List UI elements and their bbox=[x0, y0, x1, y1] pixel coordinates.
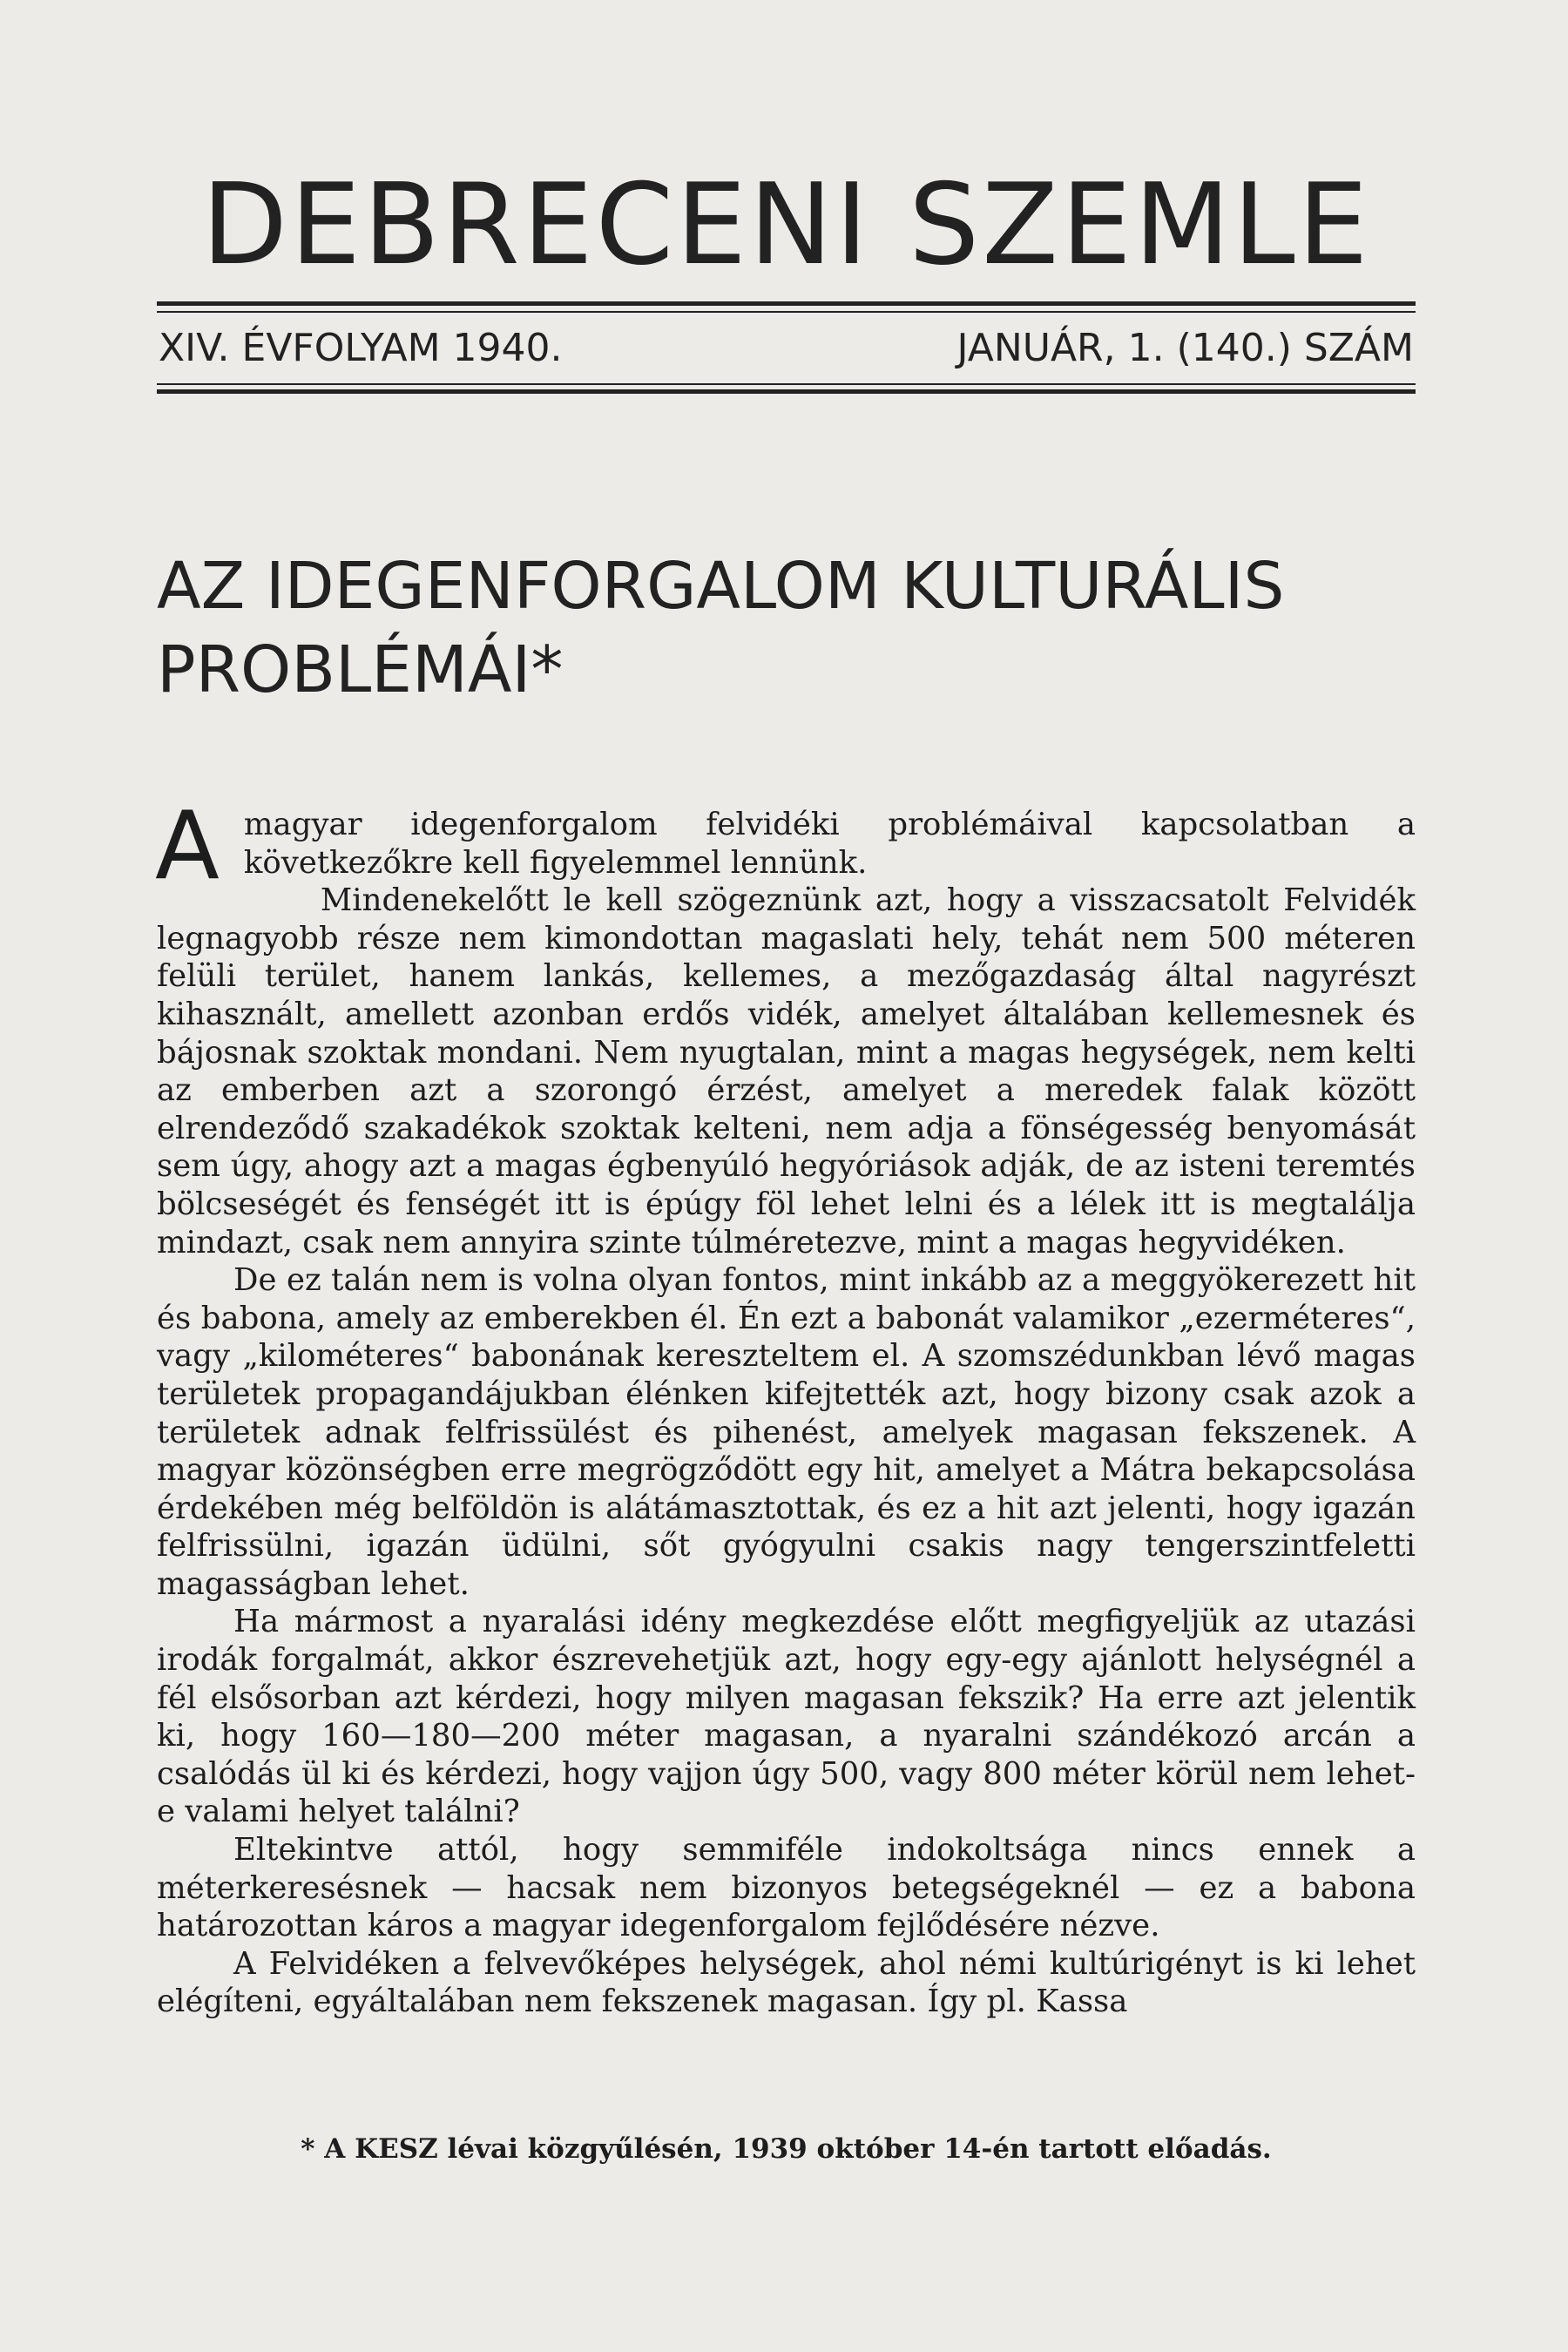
masthead-rule-bottom-thin bbox=[157, 383, 1416, 385]
footnote: * A KESZ lévai közgyűlésén, 1939 október 14-én tartott előadás. bbox=[301, 2133, 1272, 2165]
paragraph: Ha mármost a nyaralási idény megkezdése előtt megfigyeljük az utazási irodák forgalmát, akkor észrevehetjük azt, hogy egy-egy ajánlott helységnél a fél elsősorban azt kérdezi, hogy milyen magasan fekszik? Ha erre azt jelentik ki, hogy 160—180—200 méter magasan, a nyaralni szándékozó arcán a csalódás ül ki és kérdezi, hogy vajjon úgy 500, vagy 800 méter körül nem lehet-e valami helyet találni? bbox=[157, 1604, 1416, 1830]
masthead-rule-top-thin bbox=[157, 311, 1416, 313]
article-body bbox=[155, 792, 1416, 2021]
paragraph: A Felvidéken a felvevőképes helységek, ahol némi kultúrigényt is ki lehet elégíteni, egyáltalában nem fekszenek magasan. Így pl. Kassa bbox=[157, 1945, 1416, 2020]
journal-title: DEBRECENI SZEMLE bbox=[201, 160, 1371, 290]
masthead-rule-bottom-thick bbox=[157, 389, 1416, 394]
paragraph: Eltekintve attól, hogy semmiféle indokoltsága nincs ennek a méterkeresésnek — hacsak nem bizonyos betegségeknél — ez a babona határozottan káros a magyar idegenforgalom fejlődésére nézve. bbox=[157, 1832, 1416, 1944]
paragraph: Mindenekelőtt le kell szögeznünk azt, hogy a visszacsatolt Felvidék legnagyobb része nem kimondottan magaslati hely, tehát nem 500 méteren felüli terület, hanem lankás, kellemes, a mezőgazdaság által nagyrészt kihasznált, amellett azonban erdős vidék, amelyet általában kellemesnek és bájosnak szoktak mondani. Nem nyugtalan, mint a magas hegységek, nem kelti az emberben azt a szorongó érzést, amelyet a meredek falak között elrendeződő szakadékok szoktak kelteni, nem adja a fönségesség benyomását sem úgy, ahogy azt a magas égbenyúló hegyóriások adják, de az isteni teremtés bölcseségét és fenségét itt is épúgy föl lehet lelni és a lélek itt is megtalálja mindazt, csak nem annyira szinte túlméretezve, mint a magas hegyvidéken. bbox=[157, 882, 1416, 1260]
masthead-rule-top-thick bbox=[157, 301, 1416, 306]
paragraph-text: magyar idegenforgalom felvidéki problémáival kapcsolatban a következőkre kell figyelemmel lennünk. bbox=[243, 807, 1416, 881]
article-title-line-1: AZ IDEGENFORGALOM KULTURÁLIS bbox=[157, 549, 1285, 624]
article-title-line-2: PROBLÉMÁI* bbox=[157, 632, 564, 707]
volume-year: XIV. ÉVFOLYAM 1940. bbox=[159, 326, 563, 370]
drop-cap: A bbox=[155, 792, 220, 901]
issue-line bbox=[159, 326, 1414, 370]
issue-number: JANUÁR, 1. (140.) SZÁM bbox=[956, 326, 1414, 370]
paragraph bbox=[155, 792, 1416, 901]
article-title bbox=[157, 544, 1411, 712]
paragraph: De ez talán nem is volna olyan fontos, mint inkább az a meggyökerezett hit és babona, amely az emberekben él. Én ezt a babonát valamikor „ezerméteres“, vagy „kilométeres“ babonának kereszteltem el. A szomszédunkban lévő magas területek propagandájukban élénken kifejtették azt, hogy bizony csak azok a területek adnak felfrissülést és pihenést, amelyek magasan fekszenek. A magyar közönségben erre megrögződött egy hit, amelyet a Mátra bekapcsolása érdekében még belföldön is alátámasztottak, és ez a hit azt jelenti, hogy igazán felfrissülni, igazán üdülni, sőt gyógyulni csakis nagy tengerszintfeletti magasságban lehet. bbox=[157, 1262, 1416, 1602]
